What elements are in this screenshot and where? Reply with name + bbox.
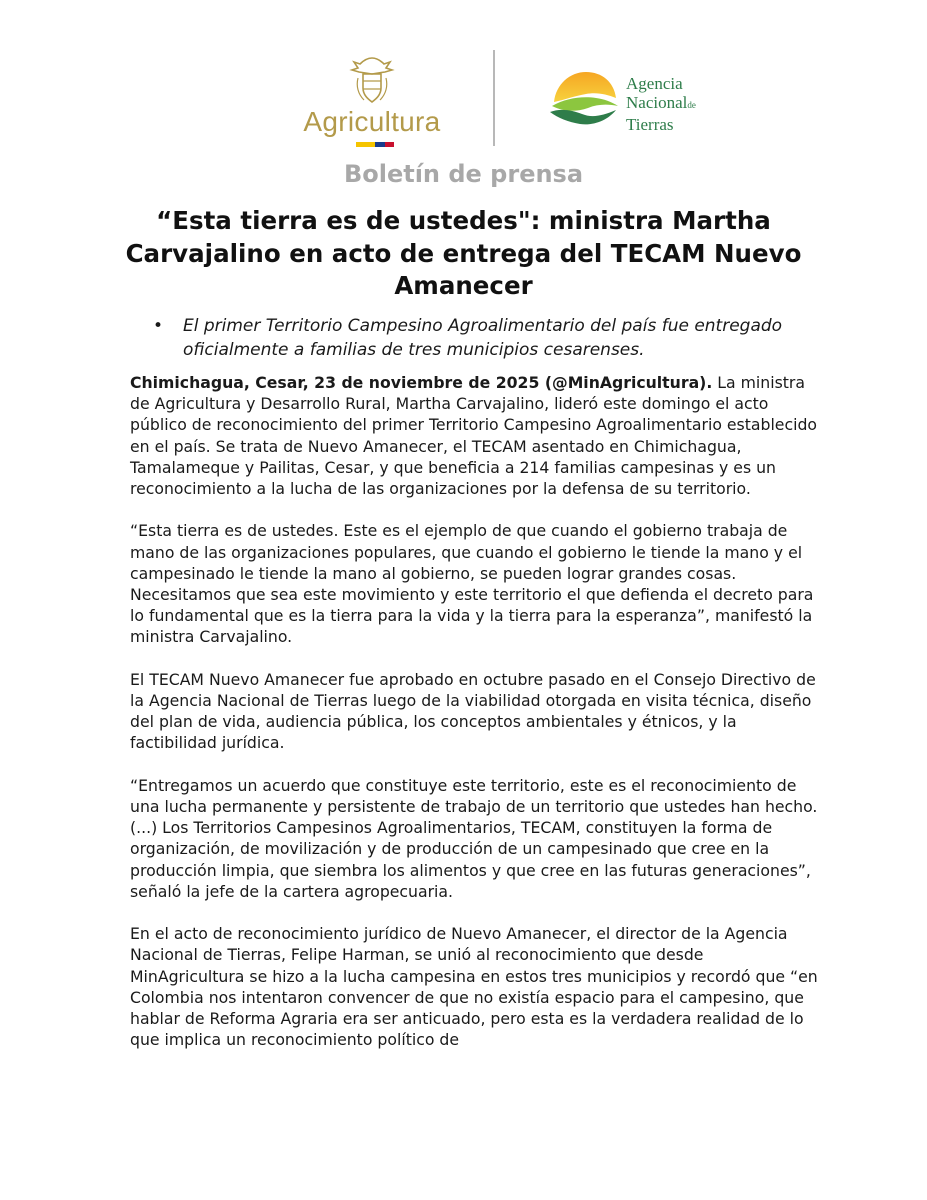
paragraph-5: En el acto de reconocimiento jurídico de Nuevo Amanecer, el director de la Agencia Nacional de Tierras, Felipe Harman, se unió al reconocimiento que desde MinAgricultura se hizo a la lucha campesina en estos tres municipios y recordó que “en Colombia nos intentaron convencer de que no existía espacio para el campesino, que hablar de Reforma Agraria era ser anticuado, pero esta es la verdadera realidad de lo que implica un reconocimiento político de: [130, 924, 818, 1050]
dateline: Chimichagua, Cesar, 23 de noviembre de 2025 (@MinAgricultura).: [130, 373, 713, 392]
summary-bullet-item: [130, 314, 810, 362]
ant-logo-text: [626, 74, 696, 134]
paragraph-1: [130, 372, 820, 499]
article-body: [130, 372, 820, 1072]
press-release-label: Boletín de prensa: [343, 160, 584, 188]
agricultura-logo-text: Agricultura: [303, 106, 441, 137]
bullet-icon: •: [153, 316, 164, 336]
colombia-coat-of-arms-icon: [348, 54, 396, 106]
summary-list: [130, 314, 810, 362]
flag-red: [385, 142, 394, 147]
colombia-flag-strip: [356, 142, 394, 147]
flag-blue: [375, 142, 385, 147]
paragraph-2: “Esta tierra es de ustedes. Este es el ejemplo de que cuando el gobierno trabaja de mano de las organizaciones populares, que cuando el gobierno le tiende la mano y el campesinado le tiende la mano al gobierno, se pueden lograr grandes cosas. Necesitamos que sea este movimiento y este territorio el que defienda el decreto para lo fundamental que es la tierra para la vida y la tierra para la esperanza”, manifestó la ministra Carvajalino.: [130, 521, 814, 647]
paragraph-1-text: La ministra de Agricultura y Desarrollo Rural, Martha Carvajalino, lideró este domingo el acto público de reconocimiento del primer Territorio Campesino Agroalimentario establecido en el país. Se trata de Nuevo Amanecer, el TECAM asentado en Chimichagua, Tamalameque y Pailitas, Cesar, y que beneficia a 214 familias campesinas y es un reconocimiento a la lucha de las organizaciones por la defensa de su territorio.: [130, 373, 817, 499]
ant-logo-line-3: Tierras: [626, 115, 674, 134]
summary-bullet-text: El primer Territorio Campesino Agroalimentario del país fue entregado oficialmente a familias de tres municipios cesarenses.: [183, 316, 783, 360]
ant-logo-nacional: Nacional: [626, 93, 688, 112]
sun-hands-icon: [546, 68, 622, 130]
ant-logo-de: de: [687, 100, 696, 110]
paragraph-3: El TECAM Nuevo Amanecer fue aprobado en octubre pasado en el Consejo Directivo de la Agencia Nacional de Tierras luego de la viabilidad otorgada en visita técnica, diseño del plan de vida, audiencia pública, los conceptos ambientales y étnicos, y la factibilidad jurídica.: [130, 669, 816, 753]
agricultura-logo: [292, 54, 452, 149]
ant-logo-line-1: Agencia: [626, 74, 683, 93]
logo-divider: [493, 50, 495, 146]
paragraph-4: “Entregamos un acuerdo que constituye este territorio, este es el reconocimiento de una lucha permanente y persistente de trabajo de un territorio que ustedes han hecho. (...) Los Territorios Campesinos Agroalimentarios, TECAM, constituyen la forma de organización, de movilización y de producción de un campesinado que cree en la producción limpia, que siembra los alimentos y que cree en las futuras generaciones”, señaló la jefe de la cartera agropecuaria.: [130, 775, 818, 901]
agencia-nacional-de-tierras-logo: [546, 68, 746, 138]
flag-yellow: [356, 142, 375, 147]
ant-logo-line-2: [626, 93, 696, 115]
headline: “Esta tierra es de ustedes": ministra Martha Carvajalino en acto de entrega del TECAM Nuevo Amanecer: [125, 206, 802, 300]
header-logos: [0, 50, 927, 150]
